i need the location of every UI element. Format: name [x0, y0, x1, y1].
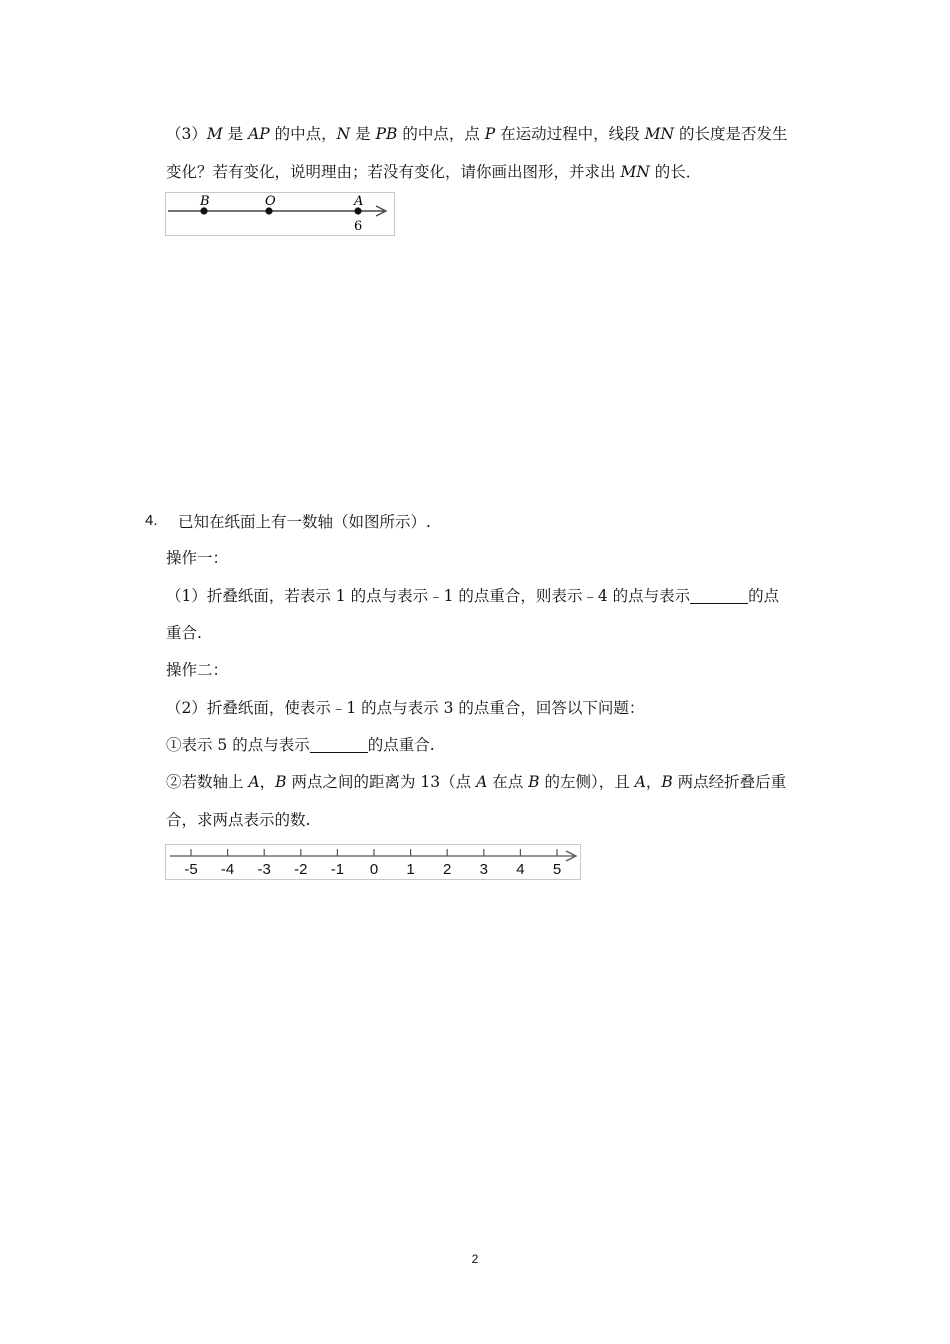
- q4-tick-label-8: 3: [479, 861, 488, 878]
- q3-label-b: B: [200, 194, 210, 209]
- q4-op2-a-after: 的点重合.: [367, 736, 435, 754]
- q4-tick-label-0: -5: [184, 861, 198, 878]
- q4-op1-question: [166, 586, 779, 606]
- q4-b-line1-run-1: A: [248, 773, 260, 791]
- page-number: 2: [471, 1252, 479, 1266]
- q4-op2-subq-2-line1: [166, 772, 786, 792]
- q4-op1-answer-blank[interactable]: [690, 587, 748, 604]
- q3-number-line: [166, 193, 394, 235]
- q4-op1-text-after: 的点: [748, 587, 780, 605]
- q4-tick-label-6: 1: [406, 861, 415, 878]
- q4-op2-a-before: ①表示 5 的点与表示: [166, 736, 310, 754]
- q3-line1-run-7: 的中点，点: [397, 125, 485, 143]
- q4-op2-title: 操作二：: [166, 661, 229, 679]
- q4-b-line1-run-9: A: [634, 773, 646, 791]
- q4-number-line-figure: [165, 844, 581, 880]
- q3-line2-run-0: 变化？若有变化，说明理由；若没有变化，请你画出图形，并求出: [166, 163, 621, 181]
- q3-line1-run-3: 的中点，: [269, 125, 337, 143]
- q4-op2-answer-blank[interactable]: [310, 736, 368, 753]
- q3-line1-run-4: N: [336, 125, 351, 143]
- q4-b-line1-run-10: ，: [645, 773, 662, 791]
- q4-tick-label-3: -2: [294, 861, 308, 878]
- q4-b-line1-run-3: B: [275, 773, 287, 791]
- q4-tick-label-10: 5: [552, 861, 562, 878]
- q4-tick-label-7: 2: [443, 861, 452, 878]
- q4-b-line1-run-4: 两点之间的距离为 13（点: [286, 773, 477, 791]
- q3-label-o: O: [265, 194, 276, 209]
- q4-tick-label-2: -3: [257, 861, 271, 878]
- q4-op2-subq-2-line2: 合，求两点表示的数.: [166, 811, 311, 829]
- q4-intro: 已知在纸面上有一数轴（如图所示）.: [178, 513, 431, 531]
- q3-line1-run-0: M: [206, 125, 223, 143]
- q3-line1-run-5: 是: [350, 125, 376, 143]
- q3-line-1: [166, 124, 787, 144]
- q4-op2-question: （2）折叠纸面，使表示﹣1 的点与表示 3 的点重合，回答以下问题：: [166, 699, 645, 717]
- q3-line1-run-1: 是: [222, 125, 249, 143]
- q4-b-line1-run-12: 两点经折叠后重: [672, 773, 787, 791]
- q4-op1-title: 操作一：: [166, 549, 229, 567]
- q4-op2-subq-1: [166, 735, 435, 755]
- q4-tick-label-4: -1: [330, 861, 345, 878]
- q4-b-line1-run-2: ，: [259, 773, 276, 791]
- q4-tick-label-9: 4: [516, 861, 525, 878]
- q3-line1-run-9: 在运动过程中，线段: [495, 125, 645, 143]
- q4-b-line1-run-11: B: [661, 773, 673, 791]
- q4-op1-text-before: （1）折叠纸面，若表示 1 的点与表示﹣1 的点重合，则表示﹣4 的点与表示: [166, 587, 691, 605]
- q3-line1-run-8: P: [484, 125, 496, 143]
- q3-line2-run-2: 的长．: [649, 163, 702, 181]
- q3-line2-run-1: MN: [620, 163, 650, 181]
- q3-value-a: 6: [354, 219, 363, 234]
- q4-b-line1-run-0: ②若数轴上: [166, 773, 249, 791]
- q4-tick-label-5: 0: [369, 861, 379, 878]
- q3-label-a: A: [354, 194, 364, 209]
- q4-number-line: [166, 845, 580, 879]
- q4-b-line1-run-7: B: [528, 773, 540, 791]
- q3-number-line-figure: [165, 192, 395, 236]
- q4-op1-question-line2: 重合.: [166, 624, 202, 642]
- q4-b-line1-run-6: 在点: [487, 773, 529, 791]
- q3-line1-run-10: MN: [644, 125, 675, 143]
- q4-tick-label-1: -4: [220, 861, 235, 878]
- q3-line1-run-6: PB: [375, 125, 398, 143]
- q4-number: 4.: [145, 512, 158, 529]
- q3-text-1: [207, 125, 788, 143]
- q4-b-line1-run-5: A: [476, 773, 488, 791]
- q3-line1-run-2: AP: [248, 125, 270, 143]
- q4-b-line1-run-8: 的左侧），且: [539, 773, 635, 791]
- q3-line-2: [166, 162, 701, 182]
- q3-line1-run-11: 的长度是否发生: [674, 125, 788, 143]
- q3-label: （3）: [166, 125, 207, 143]
